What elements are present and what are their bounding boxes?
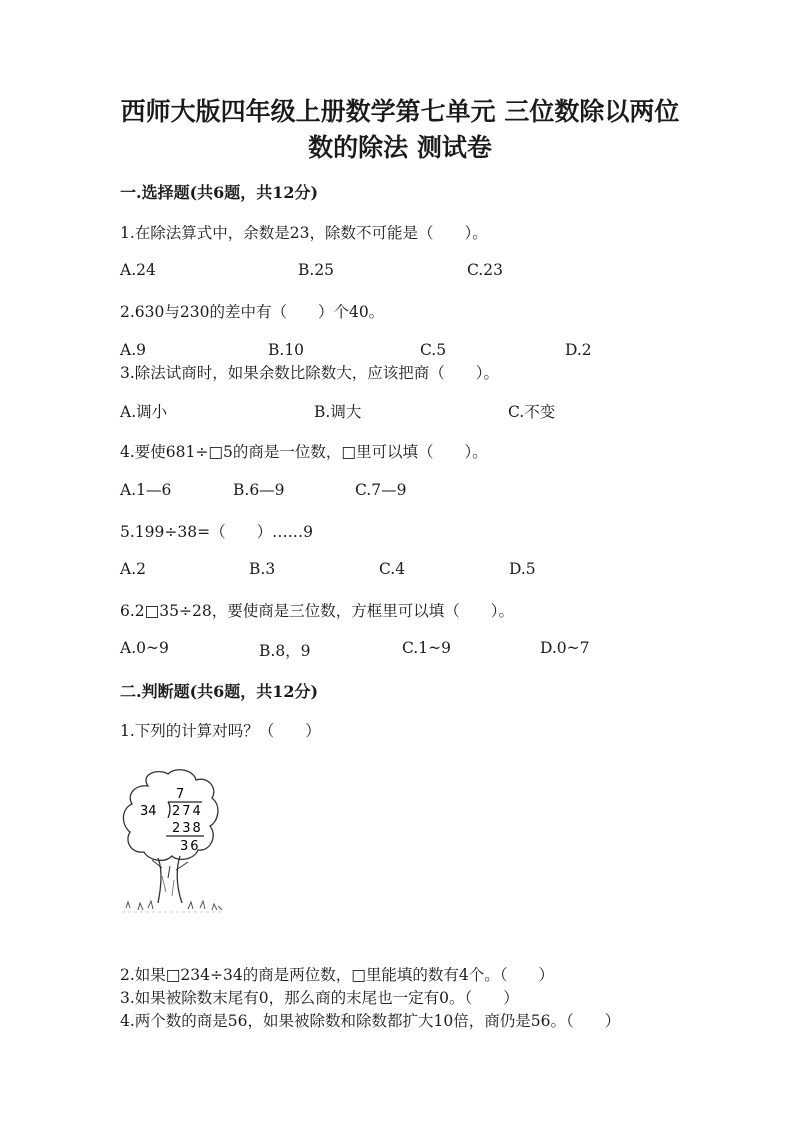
- q4-option-c[interactable]: C.7—9: [355, 481, 407, 499]
- page-title-line2: 数的除法 测试卷: [308, 133, 492, 162]
- division-quotient: 7: [176, 787, 185, 802]
- q3-option-c[interactable]: C.不变: [508, 403, 556, 421]
- judgement-1: 1.下列的计算对吗？（ ）: [120, 722, 321, 740]
- q6-option-d[interactable]: D.0~7: [540, 639, 590, 657]
- section-heading-judgement: 二.判断题(共6题，共12分): [120, 682, 319, 701]
- question-4: 4.要使681÷□5的商是一位数，□里可以填（ ）。: [120, 443, 488, 461]
- judgement-4: 4.两个数的商是56，如果被除数和除数都扩大10倍，商仍是56。（ ）: [120, 1012, 621, 1030]
- page-title-line1: 西师大版四年级上册数学第七单元 三位数除以两位: [120, 97, 680, 126]
- q1-option-c[interactable]: C.23: [467, 261, 503, 279]
- division-product: 238: [172, 821, 203, 836]
- q6-option-a[interactable]: A.0~9: [120, 639, 169, 657]
- q6-option-b[interactable]: B.8，9: [259, 642, 311, 660]
- q1-option-b[interactable]: B.25: [298, 261, 335, 279]
- tree-drawing-icon: [118, 768, 228, 923]
- question-1: 1.在除法算式中，余数是23，除数不可能是（ ）。: [120, 224, 488, 242]
- q2-option-d[interactable]: D.2: [565, 341, 592, 359]
- question-6: 6.2□35÷28，要使商是三位数，方框里可以填（ ）。: [120, 602, 514, 620]
- q1-option-a[interactable]: A.24: [120, 261, 156, 279]
- question-3: 3.除法试商时，如果余数比除数大，应该把商（ ）。: [120, 364, 500, 382]
- question-2: 2.630与230的差中有（ ）个40。: [120, 303, 385, 321]
- q4-option-b[interactable]: B.6—9: [233, 481, 285, 499]
- judgement-2: 2.如果□234÷34的商是两位数，□里能填的数有4个。（ ）: [120, 966, 554, 984]
- q5-option-d[interactable]: D.5: [509, 560, 536, 578]
- question-5: 5.199÷38=（ ）……9: [120, 523, 313, 541]
- division-dividend: 274: [172, 804, 203, 819]
- q2-option-b[interactable]: B.10: [268, 341, 305, 359]
- q5-option-b[interactable]: B.3: [249, 560, 276, 578]
- q5-option-a[interactable]: A.2: [120, 560, 146, 578]
- q6-option-c[interactable]: C.1~9: [402, 639, 451, 657]
- section-heading-choice: 一.选择题(共6题，共12分): [120, 183, 319, 202]
- q4-option-a[interactable]: A.1—6: [120, 481, 172, 499]
- q2-option-c[interactable]: C.5: [420, 341, 447, 359]
- division-divisor: 34: [140, 804, 157, 819]
- q5-option-c[interactable]: C.4: [379, 560, 406, 578]
- division-remainder: 36: [180, 839, 201, 854]
- q3-option-a[interactable]: A.调小: [120, 403, 168, 421]
- q2-option-a[interactable]: A.9: [120, 341, 146, 359]
- q3-option-b[interactable]: B.调大: [314, 403, 362, 421]
- judgement-3: 3.如果被除数末尾有0，那么商的末尾也一定有0。（ ）: [120, 989, 519, 1007]
